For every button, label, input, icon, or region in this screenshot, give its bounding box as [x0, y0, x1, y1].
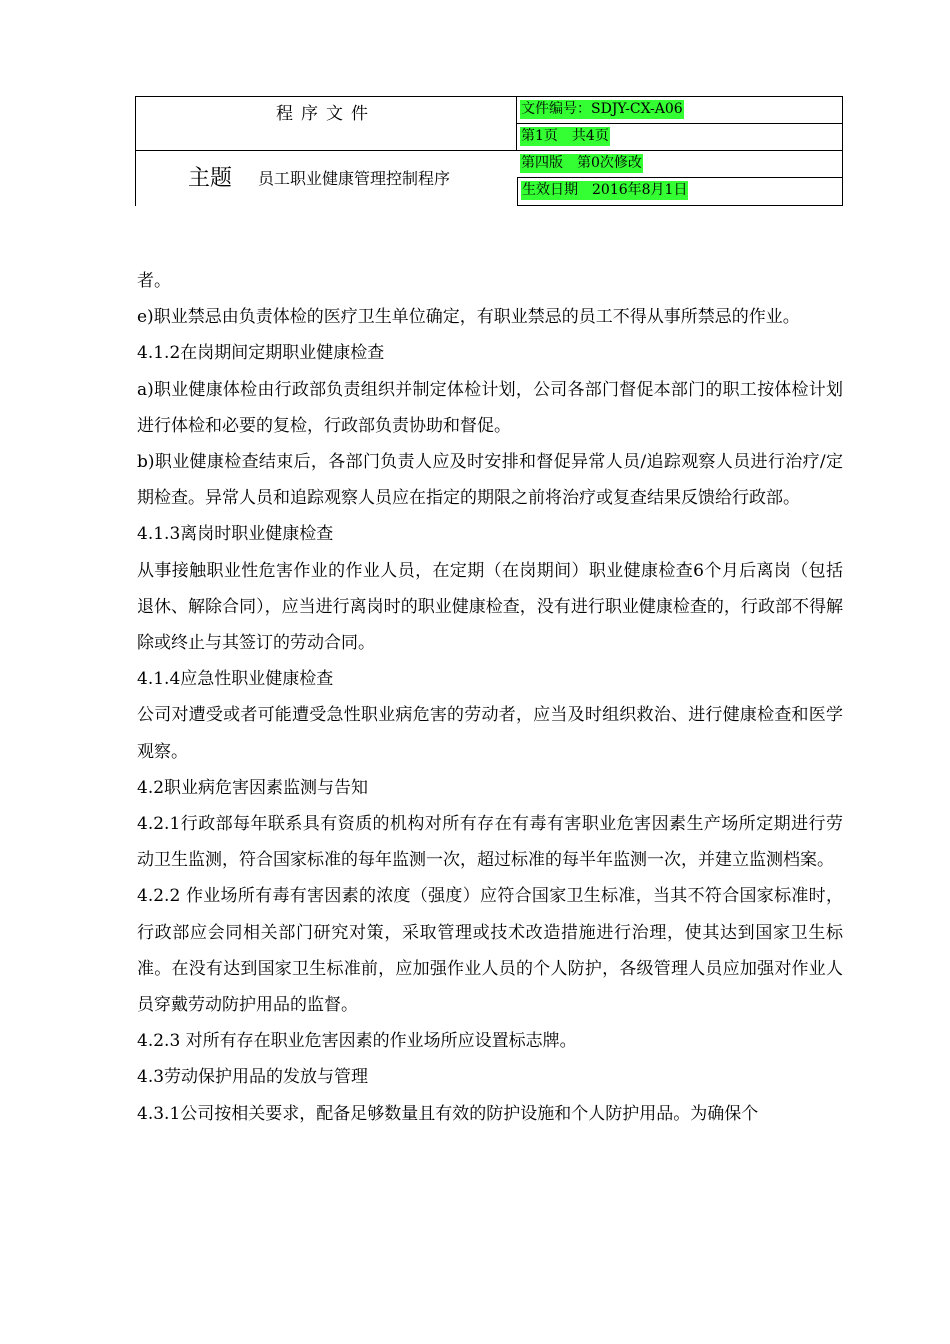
section-heading: 4.1.4应急性职业健康检查 [137, 669, 334, 690]
paragraph: 4.3.1公司按相关要求，配备足够数量且有效的防护设施和个人防护用品。为确保个 [137, 1103, 759, 1124]
section-heading: 4.3劳动保护用品的发放与管理 [137, 1067, 369, 1088]
paragraph: a)职业健康体检由行政部负责组织并制定体检计划，公司各部门督促本部门的职工按体检计划进行体检和必要的复检，行政部负责协助和督促。 [137, 379, 843, 436]
page-info-cell [517, 123, 843, 150]
page-info: 第1页 共4页 [521, 128, 609, 144]
section-heading: 4.1.3离岗时职业健康检查 [137, 524, 334, 545]
paragraph: 公司对遭受或者可能遭受急性职业病危害的劳动者，应当及时组织救治、进行健康检查和医学观察。 [137, 705, 843, 762]
edition: 第四版 第0次修改 [521, 155, 642, 171]
paragraph: 4.2.1行政部每年联系具有资质的机构对所有存在有毒有害职业危害因素生产场所定期进行劳动卫生监测，符合国家标准的每年监测一次，超过标准的每半年监测一次，并建立监测档案。 [137, 814, 843, 871]
section-heading: 4.1.2在岗期间定期职业健康检查 [137, 343, 385, 364]
document-body [137, 263, 843, 1132]
paragraph: 4.2.3 对所有存在职业危害因素的作业场所应设置标志牌。 [137, 1031, 577, 1052]
doc-number-cell [517, 96, 843, 123]
subject-label: 主题 [188, 166, 233, 191]
paragraph: 者。 [137, 271, 171, 291]
subject-cell [135, 150, 517, 206]
edition-cell [517, 150, 843, 177]
effective-date-cell [517, 177, 843, 206]
subject-name: 员工职业健康管理控制程序 [258, 169, 451, 188]
effective-date: 生效日期 2016年8月1日 [522, 182, 688, 198]
doc-number: 文件编号：SDJY-CX-A06 [521, 101, 683, 117]
doc-type: 程序文件 [276, 104, 376, 124]
doc-type-cell [135, 96, 517, 150]
section-heading: 4.2职业病危害因素监测与告知 [137, 777, 369, 798]
paragraph: 4.2.2 作业场所有毒有害因素的浓度（强度）应符合国家卫生标准，当其不符合国家标准时，行政部应会同相关部门研究对策，采取管理或技术改造措施进行治理，使其达到国家卫生标准。在没有达到国家卫生标准前，应加强作业人员的个人防护，各级管理人员应加强对作业人员穿戴劳动防护用品的监督。 [137, 886, 843, 1016]
paragraph: b)职业健康检查结束后，各部门负责人应及时安排和督促异常人员/追踪观察人员进行治疗/定期检查。异常人员和追踪观察人员应在指定的期限之前将治疗或复查结果反馈给行政部。 [137, 452, 843, 509]
paragraph: e)职业禁忌由负责体检的医疗卫生单位确定，有职业禁忌的员工不得从事所禁忌的作业。 [137, 307, 800, 328]
document-header-table [135, 96, 843, 206]
paragraph: 从事接触职业性危害作业的作业人员，在定期（在岗期间）职业健康检查6个月后离岗（包括退休、解除合同），应当进行离岗时的职业健康检查，没有进行职业健康检查的，行政部不得解除或终止与其签订的劳动合同。 [137, 560, 843, 654]
